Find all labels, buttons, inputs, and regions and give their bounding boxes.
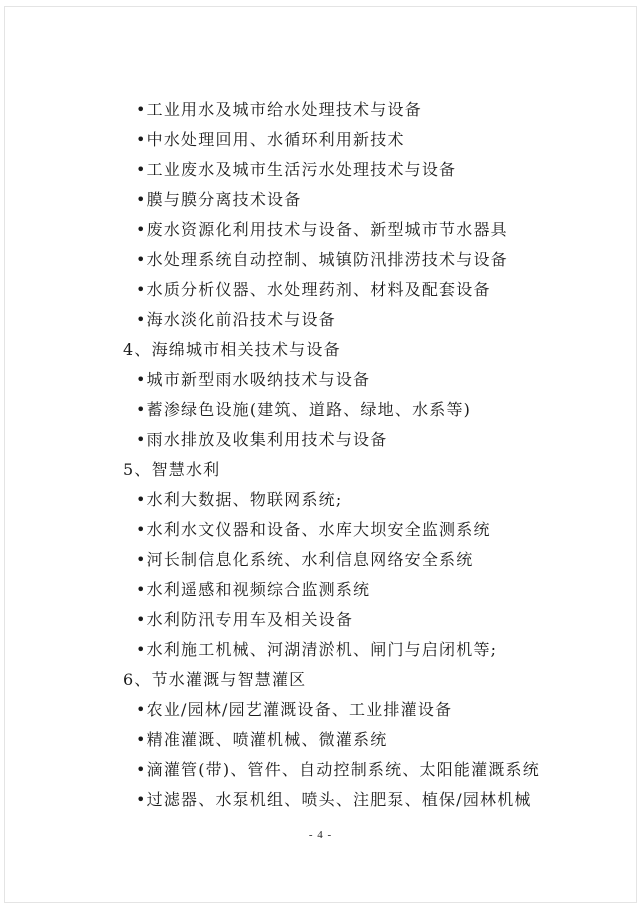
list-item: •过滤器、水泵机组、喷头、注肥泵、植保/园林机械 — [136, 790, 532, 809]
list-item: •精准灌溉、喷灌机械、微灌系统 — [136, 730, 388, 749]
list-item: •水利防汛专用车及相关设备 — [136, 610, 354, 629]
list-item: •农业/园林/园艺灌溉设备、工业排灌设备 — [136, 700, 453, 719]
list-item: •蓄渗绿色设施(建筑、道路、绿地、水系等) — [136, 400, 472, 419]
page-number: - 4 - — [308, 829, 333, 841]
list-item: •城市新型雨水吸纳技术与设备 — [136, 370, 371, 389]
section-heading: 4、海绵城市相关技术与设备 — [123, 340, 341, 359]
list-item: •滴灌管(带)、管件、自动控制系统、太阳能灌溉系统 — [136, 760, 540, 779]
list-item: •中水处理回用、水循环利用新技术 — [136, 130, 405, 149]
document-page — [4, 6, 637, 903]
list-item: •雨水排放及收集利用技术与设备 — [136, 430, 388, 449]
section-heading: 6、节水灌溉与智慧灌区 — [123, 670, 307, 689]
list-item: •水处理系统自动控制、城镇防汛排涝技术与设备 — [136, 250, 508, 269]
list-item: •水利水文仪器和设备、水库大坝安全监测系统 — [136, 520, 491, 539]
list-item: •废水资源化利用技术与设备、新型城市节水器具 — [136, 220, 508, 239]
list-item: •工业废水及城市生活污水处理技术与设备 — [136, 160, 457, 179]
list-item: •水利大数据、物联网系统; — [136, 490, 343, 509]
section-heading: 5、智慧水利 — [123, 460, 221, 479]
list-item: •水质分析仪器、水处理药剂、材料及配套设备 — [136, 280, 491, 299]
list-item: •水利施工机械、河湖清淤机、闸门与启闭机等; — [136, 640, 498, 659]
list-item: •海水淡化前沿技术与设备 — [136, 310, 336, 329]
list-item: •水利遥感和视频综合监测系统 — [136, 580, 371, 599]
list-item: •工业用水及城市给水处理技术与设备 — [136, 100, 422, 119]
list-item: •膜与膜分离技术设备 — [136, 190, 302, 209]
list-item: •河长制信息化系统、水利信息网络安全系统 — [136, 550, 474, 569]
